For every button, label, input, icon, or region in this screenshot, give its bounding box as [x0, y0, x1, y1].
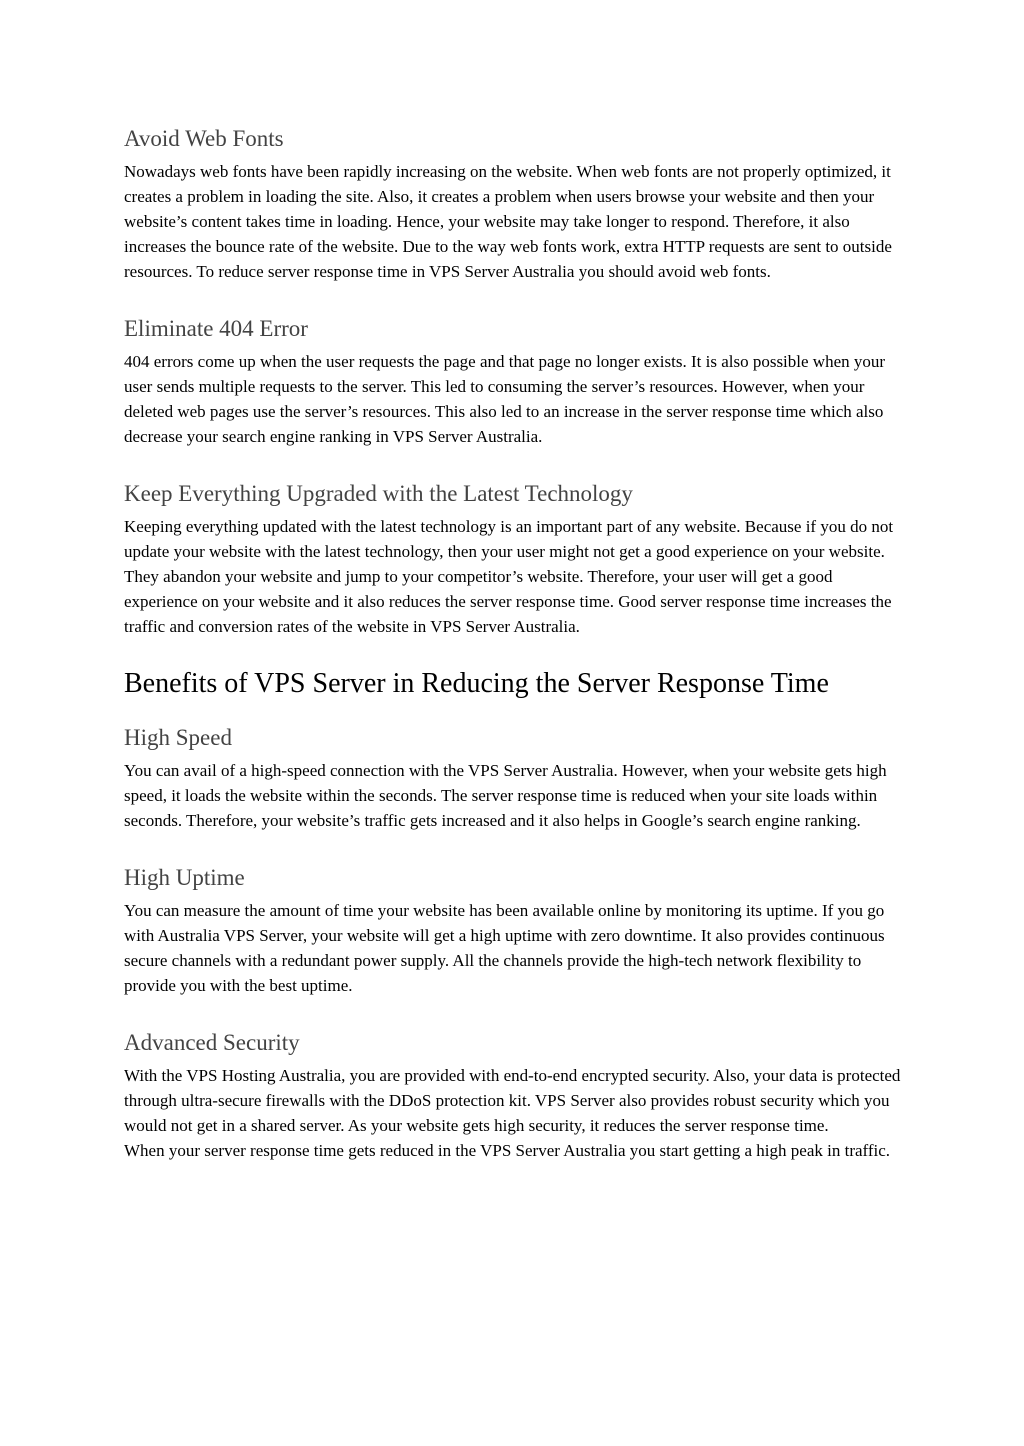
benefit-paragraph-high-speed: You can avail of a high-speed connection with the VPS Server Australia. However, when your website gets high speed, it loads the website within the seconds. The server response time is reduced when your site loads within seconds. Therefore, your website’s traffic gets increased and it also helps in Google’s search engine ranking. [124, 761, 887, 830]
section-paragraph-eliminate-404: 404 errors come up when the user requests the page and that page no longer exists. It is also possible when your user sends multiple requests to the server. This led to consuming the server’s resources. However, when your deleted web pages use the server’s resources. This also led to an increase in the server response time which also decrease your search engine ranking in VPS Server Australia. [124, 352, 886, 446]
section-heading-keep-upgraded: Keep Everything Upgraded with the Latest Technology [124, 481, 633, 506]
section-heading-eliminate-404: Eliminate 404 Error [124, 316, 308, 341]
section-paragraph-keep-upgraded: Keeping everything updated with the latest technology is an important part of any website. Because if you do not update your website with the latest technology, then your user might not get a good experience on your website. They abandon your website and jump to your competitor’s website. Therefore, your user will get a good experience on your website and it also reduces the server response time. Good server response time increases the traffic and conversion rates of the website in VPS Server Australia. [124, 517, 894, 636]
document-page [124, 124, 904, 1163]
benefit-paragraph-advanced-security: With the VPS Hosting Australia, you are provided with end-to-end encrypted security. Also, your data is protected through ultra-secure firewalls with the DDoS protection kit. VPS Server also provides robust security which you would not get in a shared server. As your website gets high security, it reduces the server response time. [124, 1066, 901, 1135]
section-paragraph-avoid-web-fonts: Nowadays web fonts have been rapidly increasing on the website. When web fonts are not properly optimized, it creates a problem in loading the site. Also, it creates a problem when users browse your website and then your website’s content takes time in loading. Hence, your website may take longer to respond. Therefore, it also increases the bounce rate of the website. Due to the way web fonts work, extra HTTP requests are sent to outside resources. To reduce server response time in VPS Server Australia you should avoid web fonts. [124, 162, 892, 281]
benefit-paragraph-high-uptime: You can measure the amount of time your website has been available online by monitoring its uptime. If you go with Australia VPS Server, your website will get a high uptime with zero downtime. It also provides continuous secure channels with a redundant power supply. All the channels provide the high-tech network flexibility to provide you with the best uptime. [124, 901, 885, 995]
benefits-title: Benefits of VPS Server in Reducing the Server Response Time [124, 668, 829, 699]
section-heading-avoid-web-fonts: Avoid Web Fonts [124, 126, 284, 151]
benefit-heading-high-speed: High Speed [124, 725, 232, 750]
benefit-heading-high-uptime: High Uptime [124, 865, 245, 890]
benefit-paragraph-advanced-security-conclusion: When your server response time gets reduced in the VPS Server Australia you start getting a high peak in traffic. [124, 1141, 891, 1160]
benefit-heading-advanced-security: Advanced Security [124, 1030, 300, 1055]
